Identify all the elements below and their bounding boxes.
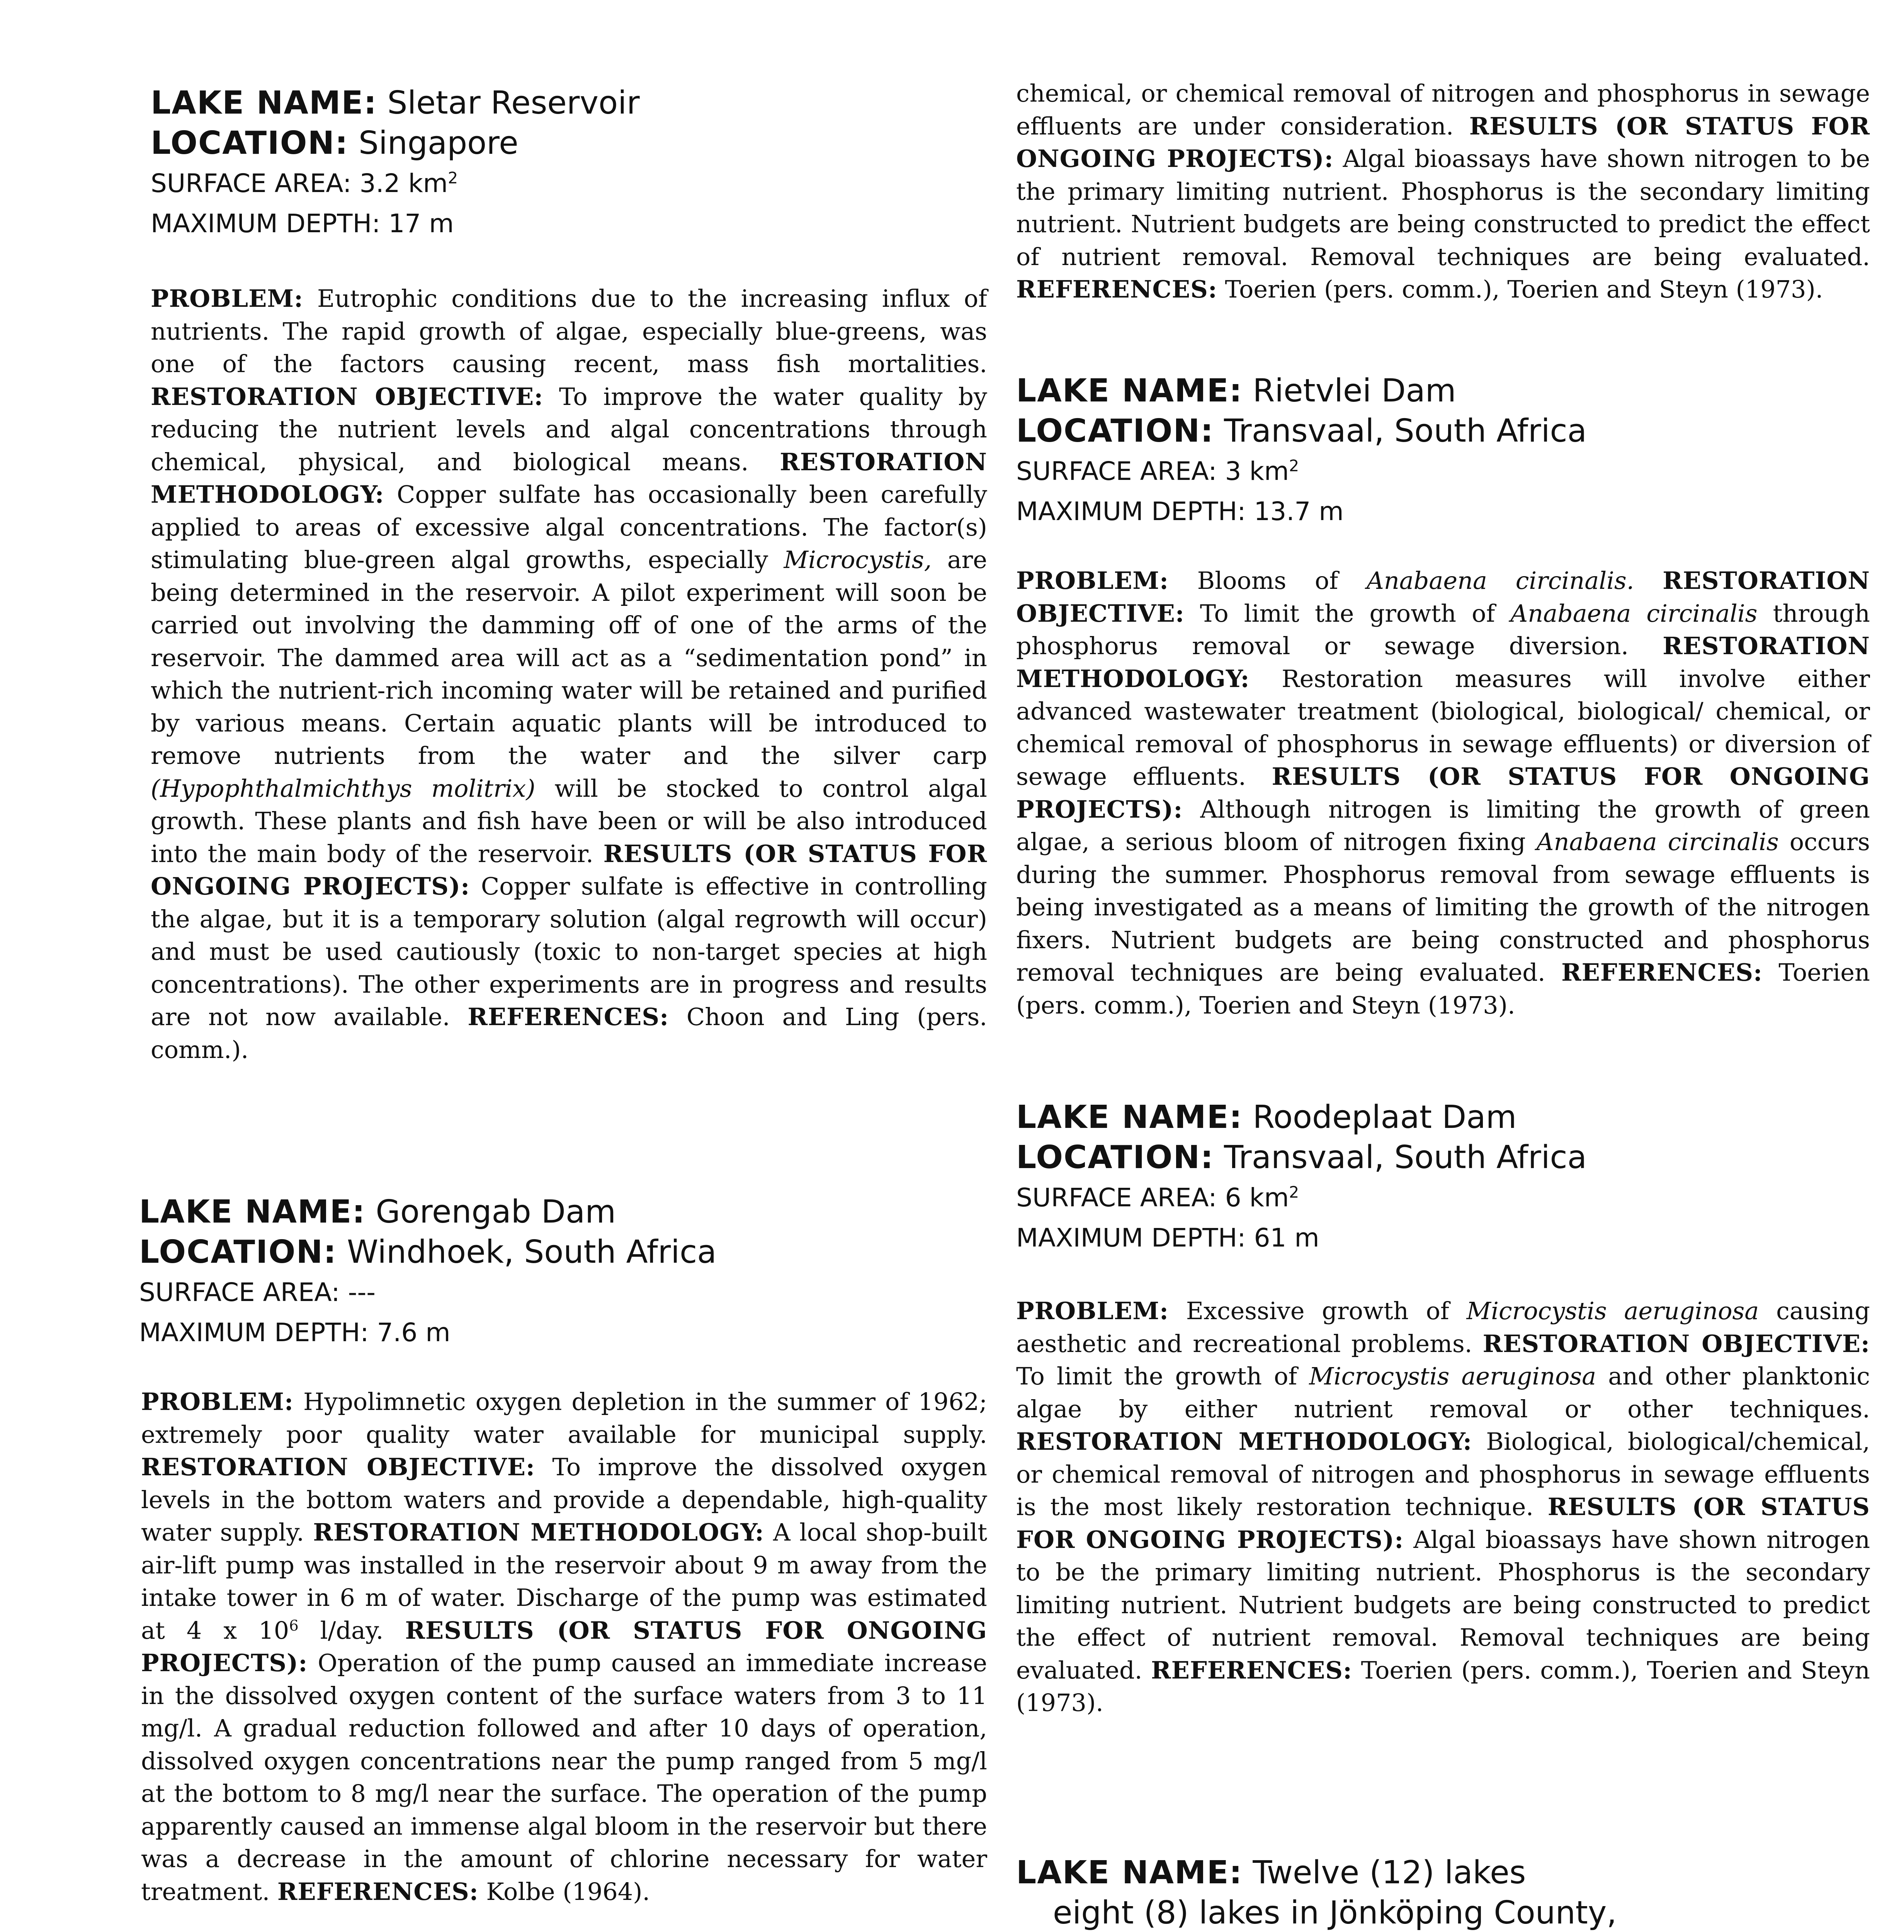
lake-name: Roodeplaat Dam	[1253, 1099, 1517, 1136]
entry-header: LAKE NAME: Gorengab Dam LOCATION: Windhoek, South Africa SURFACE AREA: --- MAXIMUM DEPTH: 7.6 m	[139, 1194, 717, 1347]
entry-hartbeespoort-continued	[1016, 77, 1870, 306]
surface-area-value: ---	[348, 1277, 376, 1307]
lake-name-label: LAKE NAME:	[151, 85, 377, 121]
surface-area-value: 6 km	[1225, 1183, 1289, 1213]
surface-area-value: 3 km	[1225, 456, 1289, 486]
location-label: LOCATION:	[151, 125, 348, 162]
entry-roodeplaat-dam	[1016, 1097, 1870, 1719]
lake-name: Rietvlei Dam	[1253, 372, 1456, 409]
entry-sletar-reservoir	[133, 83, 987, 1066]
lake-list	[1016, 1893, 1870, 1932]
list-item: eight (8) lakes in Jönköping County,	[1053, 1895, 1617, 1931]
entry-header: LAKE NAME: Rietvlei Dam LOCATION: Transvaal, South Africa SURFACE AREA: 3 $km^2$ MAXIMUM DEPTH: 13.7 m	[1016, 372, 1587, 526]
entry-body: PROBLEM: Eutrophic conditions due to the increasing influx of nutrients. The rapid growth of algae, especially blue-greens, was one of the factors causing recent, mass fish mortalities. RESTORATION OBJECTIVE: To improve the water quality by reducing the nutrient levels and algal concentrations through chemical, physical, and biological means. RESTORATION METHODOLOGY: Copper sulfate has occasionally been carefully applied to areas of excessive algal concentrations. The factor(s) stimulating blue-green algal growths, especially Microcystis, are being determined in the reservoir. A pilot experiment will soon be carried out involving the damming off of one of the arms of the reservoir. The dammed area will act as a “sedimentation pond” in which the nutrient-rich incoming water will be retained and purified by various means. Certain aquatic plants will be introduced to remove nutrients from the water and the silver carp (Hypophthalmichthys molitrix) will be stocked to control algal growth. These plants and fish have been or will be also introduced into the main body of the reservoir. RESULTS (OR STATUS FOR ONGOING PROJECTS): Copper sulfate is effective in controlling the algae, but it is a temporary solution (algal regrowth will occur) and must be used cautiously (toxic to non-target species at high concentrations). The other experiments are in progress and results are not now available. REFERENCES: Choon and Ling (pers. comm.).	[151, 284, 988, 1064]
surface-area-label: SURFACE AREA:	[151, 168, 352, 198]
entry-body: PROBLEM: Blooms of Anabaena circinalis. RESTORATION OBJECTIVE: To limit the growth of Anabaena circinalis through phosphorus removal or sewage diversion. RESTORATION METHODOLOGY: Restoration measures will involve either advanced wastewater treatment (biological, biological/ chemical, or chemical removal of phosphorus in sewage effluents) or diversion of sewage effluents. RESULTS (OR STATUS FOR ONGOING PROJECTS): Although nitrogen is limiting the growth of green algae, a serious bloom of nitrogen fixing Anabaena circinalis occurs during the summer. Phosphorus removal from sewage effluents is being investigated as a means of limiting the growth of the nitrogen fixers. Nutrient budgets are being constructed and phosphorus removal techniques are being evaluated. REFERENCES: Toerien (pers. comm.), Toerien and Steyn (1973).	[1016, 566, 1870, 1019]
entry-rietvlei-dam	[1016, 371, 1870, 1022]
entry-gorengab-dam	[133, 1192, 987, 1908]
surface-area-value: 3.2 km	[359, 168, 448, 198]
surface-area-unit-exponent: 2	[448, 168, 458, 187]
entry-sweden-lakes	[1016, 1853, 1870, 1932]
entry-body: chemical, or chemical removal of nitrogen and phosphorus in sewage effluents are under consideration. RESULTS (OR STATUS FOR ONGOING PROJECTS): Algal bioassays have shown nitrogen to be the primary limiting nutrient. Phosphorus is the secondary limiting nutrient. Nutrient budgets are being constructed to predict the effect of nutrient removal. Removal techniques are being evaluated. REFERENCES: Toerien (pers. comm.), Toerien and Steyn (1973).	[1016, 79, 1870, 303]
location-value: Transvaal, South Africa	[1224, 1139, 1587, 1176]
max-depth-value: 7.6 m	[377, 1318, 450, 1347]
lake-name: Twelve (12) lakes	[1253, 1854, 1526, 1891]
entry-header: LAKE NAME: Twelve (12) lakes eight (8) lakes in Jönköping County,	[1016, 1853, 1870, 1932]
entry-header: LAKE NAME: Roodeplaat Dam LOCATION: Transvaal, South Africa SURFACE AREA: 6 $km^2$ MAXIMUM DEPTH: 61 m	[1016, 1099, 1587, 1253]
lake-name: Sletar Reservoir	[387, 85, 640, 121]
location-value: Windhoek, South Africa	[347, 1234, 717, 1270]
max-depth-label: MAXIMUM DEPTH:	[151, 209, 381, 238]
max-depth-value: 13.7 m	[1254, 497, 1344, 526]
max-depth-value: 61 m	[1254, 1223, 1319, 1253]
max-depth-value: 17 m	[388, 209, 454, 238]
entry-body: PROBLEM: Excessive growth of Microcystis aeruginosa causing aesthetic and recreational problems. RESTORATION OBJECTIVE: To limit the growth of Microcystis aeruginosa and other planktonic algae by either nutrient removal or other techniques. RESTORATION METHODOLOGY: Biological, biological/chemical, or chemical removal of nitrogen and phosphorus in sewage effluents is the most likely restoration technique. RESULTS (OR STATUS FOR ONGOING PROJECTS): Algal bioassays have shown nitrogen to be the primary limiting nutrient. Phosphorus is the secondary limiting nutrient. Nutrient budgets are being constructed to predict the effect of nutrient removal. Removal techniques are being evaluated. REFERENCES: Toerien (pers. comm.), Toerien and Steyn (1973).	[1016, 1297, 1870, 1717]
location-value: Transvaal, South Africa	[1224, 413, 1587, 449]
entry-header	[133, 83, 987, 244]
lake-name: Gorengab Dam	[376, 1194, 616, 1230]
entry-body: PROBLEM: Hypolimnetic oxygen depletion in the summer of 1962; extremely poor quality water available for municipal supply. RESTORATION OBJECTIVE: To improve the dissolved oxygen levels in the bottom waters and provide a dependable, high-quality water supply. RESTORATION METHODOLOGY: A local shop-built air-lift pump was installed in the reservoir about 9 m away from the intake tower in 6 m of water. Discharge of the pump was estimated at 4 x $10^6$ l/day. RESULTS (OR STATUS FOR ONGOING PROJECTS): Operation of the pump caused an immediate increase in the dissolved oxygen content of the surface waters from 3 to 11 mg/l. A gradual reduction followed and after 10 days of operation, dissolved oxygen concentrations near the pump ranged from 5 mg/l at the bottom to 8 mg/l near the surface. The operation of the pump apparently caused an immense algal bloom in the reservoir but there was a decrease in the amount of chlorine necessary for water treatment. REFERENCES: Kolbe (1964).	[141, 1388, 987, 1906]
location-value: Singapore	[358, 125, 518, 162]
